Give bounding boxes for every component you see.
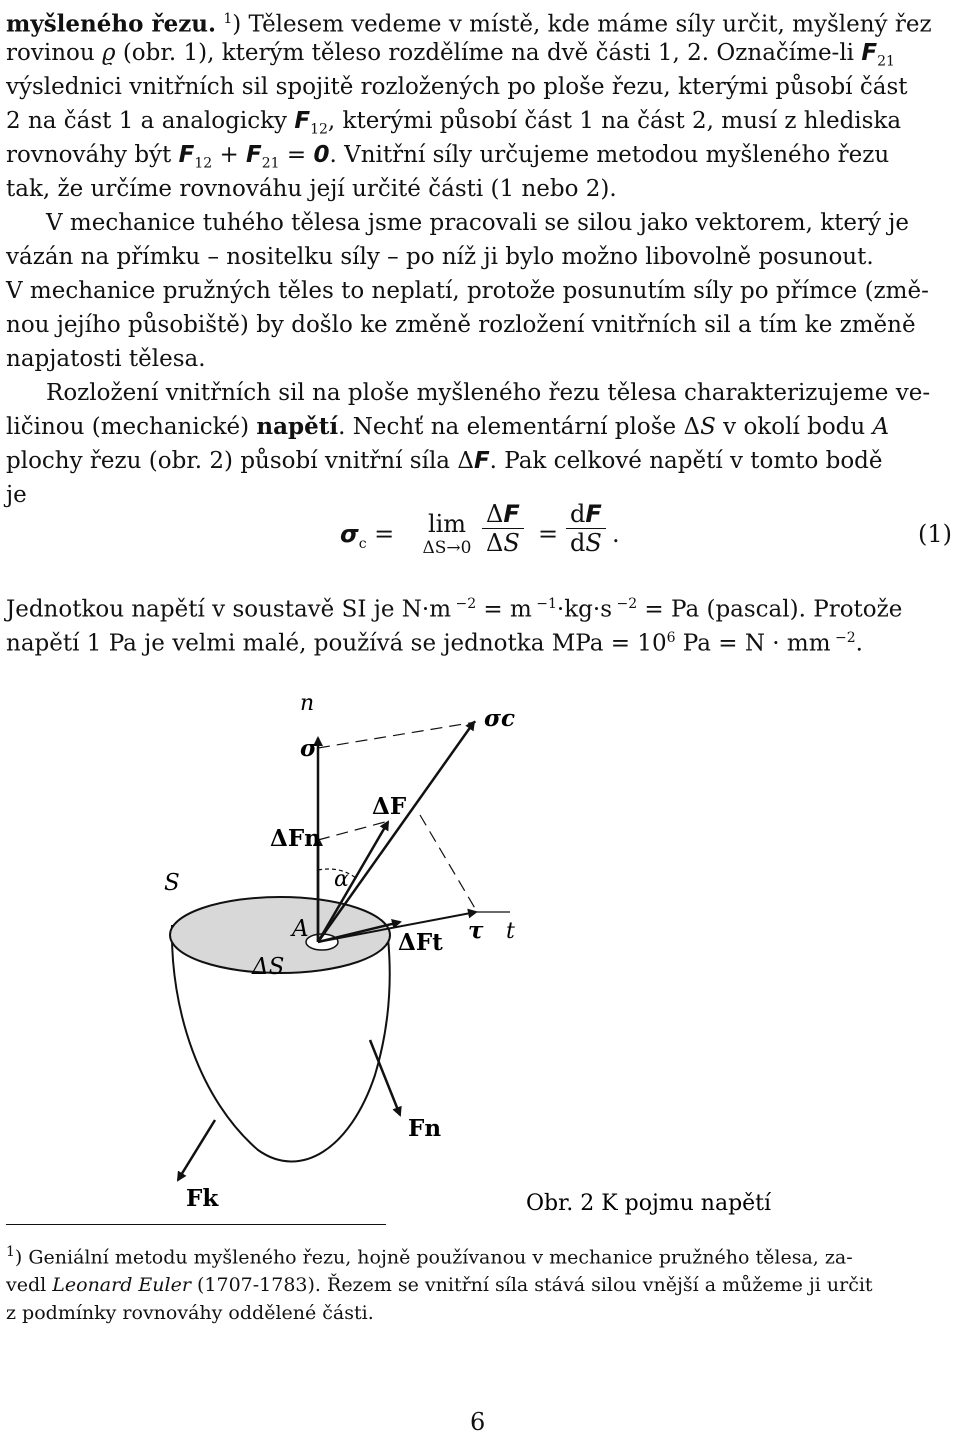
footnote-line: vedl Leonard Euler (1707-1783). Řezem se vnitřní síla stává silou vnější a můžeme ji určit — [6, 1274, 873, 1297]
stress-figure — [0, 680, 960, 1220]
label-sigma-c: σc — [484, 705, 515, 732]
text-line: myšleného řezu. $^1$) Tělesem vedeme v místě, kde máme síly určit, myšlený řez — [6, 10, 932, 38]
label-tau: τ — [468, 917, 484, 944]
footnote — [6, 1238, 956, 1327]
label-n: n — [300, 691, 315, 716]
text-line: napětí 1 Pa je velmi malé, používá se jednotka MPa = $10^6$ Pa = N · mm $^{-2}$. — [6, 630, 863, 657]
equation-lhs: $\sigma_c$ = — [340, 520, 395, 552]
body-text — [6, 2, 956, 512]
text-line: napjatosti tělesa. — [6, 346, 206, 372]
footnote-rule — [6, 1224, 386, 1225]
label-alpha: α — [334, 867, 349, 892]
label-fk: Fk — [186, 1185, 219, 1212]
label-delta-f: ΔF — [372, 793, 407, 820]
fraction-delta: $\frac{\Delta F}{\Delta S}$ — [482, 500, 524, 557]
text-line: rovnováhy být $F_{12} + F_{21} = 0$. Vnitřní síly určujeme metodou myšleného řezu — [6, 142, 890, 172]
stress-vector-arrow — [318, 722, 474, 942]
text-line: Jednotkou napětí v soustavě SI je N·m $^{-2}$ = m $^{-1}$·kg·s $^{-2}$ = Pa (pascal). Protože — [6, 596, 903, 623]
label-fn: Fn — [408, 1115, 442, 1142]
label-sigma: σ — [300, 735, 317, 762]
text-line: tak, že určíme rovnováhu její určité části (1 nebo 2). — [6, 176, 617, 202]
label-delta-ft: ΔFt — [398, 929, 443, 956]
equation-1 — [0, 500, 960, 580]
equals-sign: = — [538, 520, 559, 548]
dashed-line — [318, 722, 476, 748]
text-line: vázán na přímku – nositelku síly – po níž ji bylo možno libovolně posunout. — [6, 244, 874, 270]
footnote-line: $^1$) Geniální metodu myšleného řezu, hojně používanou v mechanice pružného tělesa, za- — [6, 1244, 853, 1269]
dashed-line — [318, 822, 385, 840]
label-s: S — [164, 870, 180, 896]
text-line: 2 na část 1 a analogicky $F_{12}$, kterými působí část 1 na část 2, musí z hlediska — [6, 108, 902, 138]
equation-period: . — [612, 520, 620, 548]
text-line: nou jejího působiště) by došlo ke změně rozložení vnitřních sil a tím ke změně — [6, 312, 916, 338]
lim-text: lim — [427, 510, 467, 538]
text-line: V mechanice tuhého tělesa jsme pracovali se silou jako vektorem, který je — [46, 210, 910, 236]
label-a: A — [292, 916, 309, 942]
text-line: plochy řezu (obr. 2) působí vnitřní síla ΔF. Pak celkové napětí v tomto bodě — [6, 448, 883, 474]
text-line: ličinou (mechanické) napětí. Nechť na elementární ploše ΔS v okolí bodu A — [6, 413, 890, 440]
text-line: je — [6, 482, 27, 508]
external-force-fk-arrow — [178, 1120, 215, 1180]
label-t: t — [506, 919, 515, 944]
footnote-line: z podmínky rovnováhy oddělené části. — [6, 1302, 374, 1325]
text-line: V mechanice pružných těles to neplatí, protože posunutím síly po přímce (změ- — [6, 278, 929, 304]
figure-caption: Obr. 2 K pojmu napětí — [526, 1191, 772, 1216]
text-line: výslednici vnitřních sil spojitě rozložených po ploše řezu, kterými působí část — [6, 74, 908, 100]
units-text — [6, 587, 956, 655]
page-number: 6 — [470, 1408, 486, 1436]
label-delta-s: ΔS — [252, 954, 285, 980]
text-line: Rozložení vnitřních sil na ploše myšleného řezu tělesa charakterizujeme ve- — [46, 380, 931, 406]
equation-limit — [412, 510, 482, 558]
label-delta-fn: ΔFn — [270, 825, 321, 852]
lim-subscript: ΔS→0 — [422, 538, 472, 558]
dashed-line — [420, 815, 476, 910]
text-line: rovinou ϱ (obr. 1), kterým těleso rozdělíme na dvě části 1, 2. Označíme-li $F_{21}$ — [6, 40, 895, 70]
equation-number: (1) — [918, 520, 952, 548]
fraction-differential: $\frac{dF}{dS}$ — [566, 500, 606, 557]
